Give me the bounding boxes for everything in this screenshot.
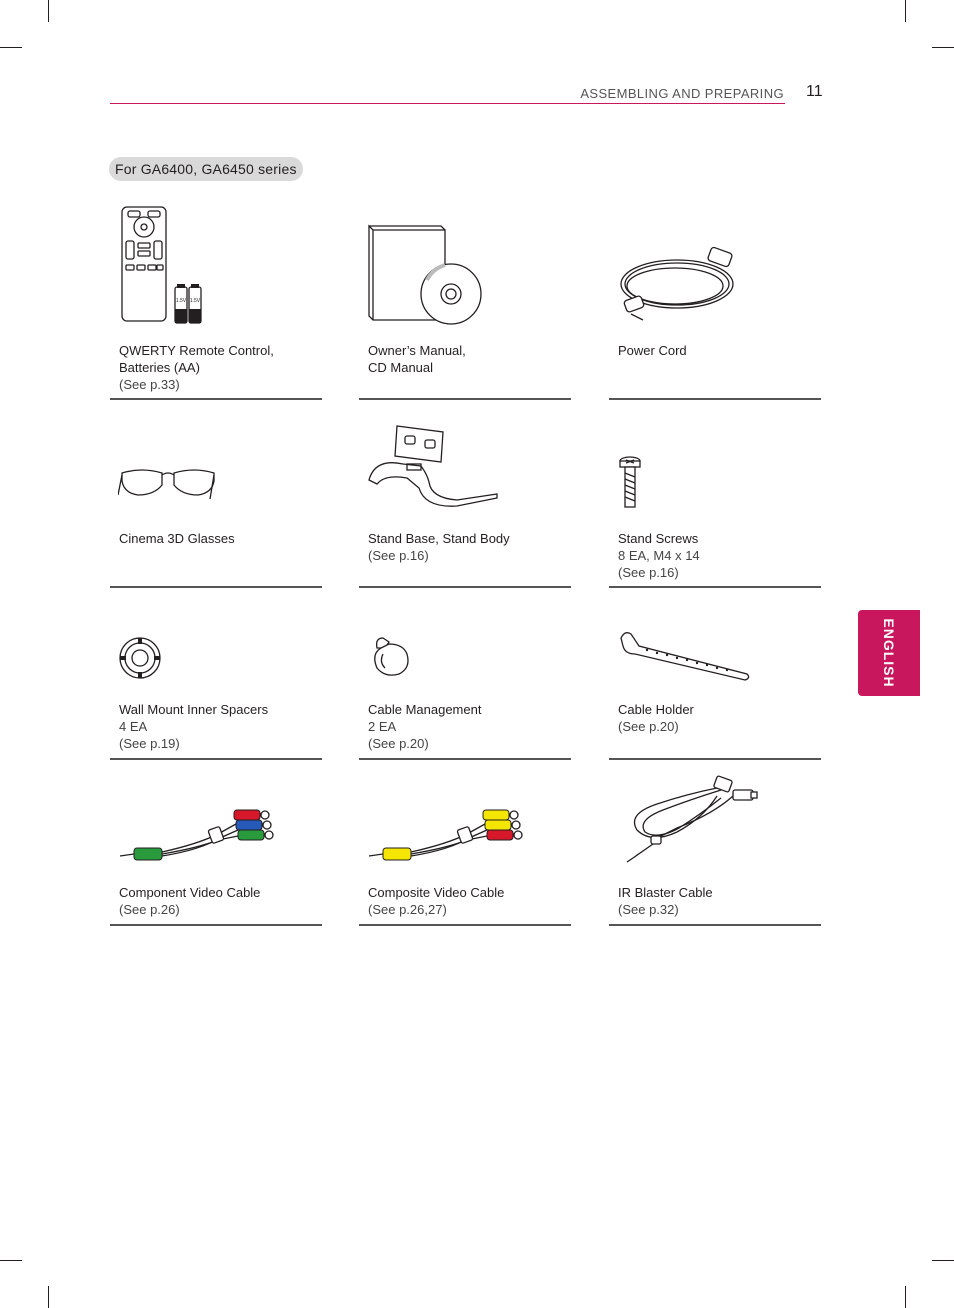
item-name: Cable Holder <box>618 702 694 717</box>
crop-mark <box>0 47 22 48</box>
item-name: Component Video Cable <box>119 885 261 900</box>
spacer-icon <box>118 636 162 680</box>
item-detail: 8 EA, M4 x 14 <box>618 548 700 563</box>
screw-icon <box>617 455 647 511</box>
item-name: Stand Screws <box>618 531 699 546</box>
section-title: ASSEMBLING AND PREPARING <box>580 86 784 101</box>
item-name: QWERTY Remote Control, <box>119 343 274 358</box>
svg-text:1.5V: 1.5V <box>189 298 201 304</box>
crop-mark <box>48 1286 49 1308</box>
crop-mark <box>905 1286 906 1308</box>
item-divider <box>359 398 571 400</box>
item-detail: (See p.26) <box>119 902 180 917</box>
item-name: IR Blaster Cable <box>618 885 713 900</box>
language-tab-label: ENGLISH <box>881 618 897 688</box>
stand-icon <box>367 422 507 512</box>
item-divider <box>110 758 322 760</box>
page-number: 11 <box>806 83 823 100</box>
item-name: Cinema 3D Glasses <box>119 531 235 546</box>
crop-mark <box>48 0 49 22</box>
crop-mark <box>932 47 954 48</box>
item-divider <box>609 398 821 400</box>
item-name: Owner’s Manual, <box>368 343 466 358</box>
svg-text:1.5V: 1.5V <box>175 298 187 304</box>
item-divider <box>359 586 571 588</box>
header-rule <box>110 103 785 104</box>
item-detail: 2 EA <box>368 719 397 734</box>
language-tab <box>858 610 920 696</box>
ir-blaster-cable-icon <box>617 774 767 866</box>
manual-cd-icon <box>367 224 487 329</box>
item-divider <box>110 586 322 588</box>
item-name: Power Cord <box>618 343 687 358</box>
cable-management-icon <box>367 634 417 680</box>
power-cord-icon <box>617 240 747 330</box>
item-detail: (See p.16) <box>368 548 429 563</box>
item-name: Wall Mount Inner Spacers <box>119 702 269 717</box>
composite-cable-icon <box>367 804 532 866</box>
item-detail-line2: (See p.16) <box>618 565 679 580</box>
item-divider <box>609 758 821 760</box>
item-detail: 4 EA <box>119 719 148 734</box>
component-cable-icon <box>118 804 283 866</box>
item-divider <box>359 758 571 760</box>
item-detail-line2: (See p.19) <box>119 736 180 751</box>
remote-control-icon <box>118 205 218 325</box>
item-divider <box>110 924 322 926</box>
item-detail: (See p.26,27) <box>368 902 447 917</box>
crop-mark <box>905 0 906 22</box>
item-detail: (See p.20) <box>618 719 679 734</box>
item-divider <box>609 586 821 588</box>
crop-mark <box>932 1260 954 1261</box>
series-label: For GA6400, GA6450 series <box>109 157 303 181</box>
glasses-icon <box>118 465 218 505</box>
item-name-line2: CD Manual <box>368 360 434 375</box>
cable-holder-icon <box>617 628 752 684</box>
item-detail: (See p.32) <box>618 902 679 917</box>
item-detail-line2: (See p.20) <box>368 736 429 751</box>
item-divider <box>359 924 571 926</box>
item-name: Stand Base, Stand Body <box>368 531 510 546</box>
item-name: Cable Management <box>368 702 482 717</box>
item-divider <box>609 924 821 926</box>
item-name: Composite Video Cable <box>368 885 505 900</box>
item-name-line2: Batteries (AA) <box>119 360 200 375</box>
item-divider <box>110 398 322 400</box>
crop-mark <box>0 1260 22 1261</box>
item-detail: (See p.33) <box>119 377 180 392</box>
